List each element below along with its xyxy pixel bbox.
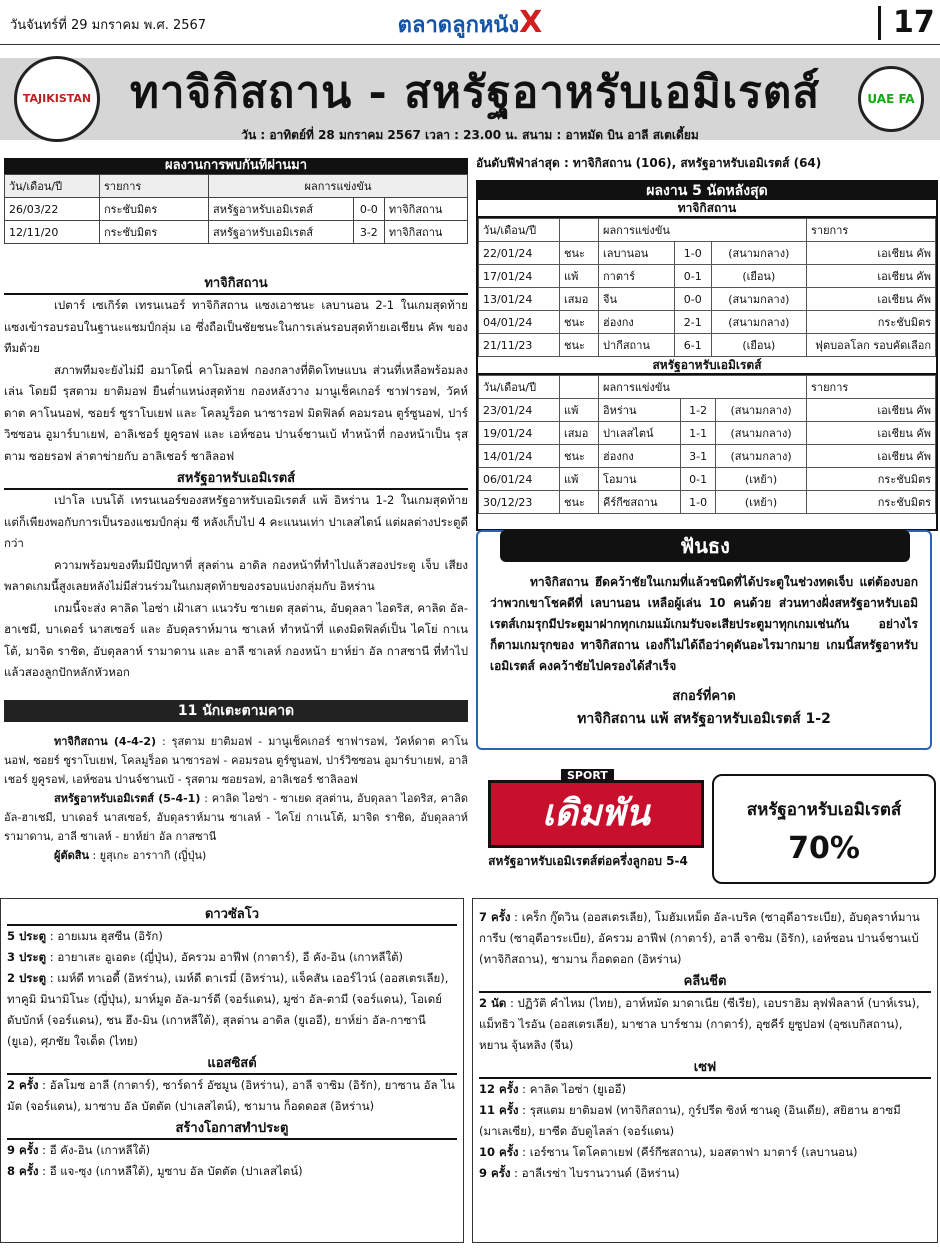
odds-note: สหรัฐอาหรับเอมิเรตส์ต่อครึ่งลูกอบ 5-4 xyxy=(488,854,688,868)
cleansheet-heading: คลีนชีต xyxy=(479,970,931,993)
table-row: 13/01/24 เสมอ จีน 0-0 (สนามกลาง) เอเชียน คัพ xyxy=(479,288,936,311)
table-row: 30/12/23 ชนะ คีร์กีซสถาน 1-0 (เหย้า) กระชับมิตร xyxy=(479,491,936,514)
match-title: ทาจิกิสถาน - สหรัฐอาหรับเอมิเรตส์ xyxy=(129,67,821,118)
stat-line: 3 ประตู : อายาเสะ อูเอดะ (ญี่ปุ่น), อัครวม อาฟีฟ (กาตาร์), อี คัง-อิน (เกาหลีใต้) xyxy=(7,950,404,964)
stat-line: 12 ครั้ง : คาลิด ไอซ่า (ยูเออี) xyxy=(479,1082,627,1096)
prediction-title: ฟันธง xyxy=(500,530,910,562)
table-header: วัน/เดือน/ปี รายการ ผลการแข่งขัน xyxy=(5,175,468,198)
stat-line: 10 ครั้ง : เอร์ซาน โตโคตาเยฟ (คีร์กีซสถาน), มอสตาฟา มาตาร์ (เลบานอน) xyxy=(479,1145,858,1159)
table-row: 26/03/22 กระชับมิตร สหรัฐอาหรับเอมิเรตส์ 0-0 ทาจิกิสถาน xyxy=(5,198,468,221)
tajik-paragraph: สภาพทีมจะยังไม่มี อมาโดนี่ คาโมลอฟ กองกลางที่ติดโทษแบน ส่วนที่เหลือพร้อมลงเล่น โดยมี รุสตาม ยาติมอฟ ยืนต่ำแหน่งสุดท้าย กองหลังวาง มานูเช็คเกอร์ ซาฟารอฟ, วัคห์ดาต คาโนนอฟ, ซอยร์ ซูราโบเยฟ และ โคลมูร็อด นาซารอฟ มิดฟิลด์ คอมรอน ตูร์ซูนอฟ, ปาร์วิซซอน อูมาร์บาเยฟ, อาลิเชอร์ ยูคูรอฟ และ เอห์ซอน ปานจ์ชานเบ้ ทำหน้าที่ กองหน้าเป็น รุสตาม ซอยรอฟ ล่าตาข่ายกับ อาลิเชอร์ ชาลิลอฟ xyxy=(4,362,468,463)
stat-line: 5 ประตู : อายเมน ฮุสซีน (อิรัก) xyxy=(7,929,163,943)
table-row: 12/11/20 กระชับมิตร สหรัฐอาหรับเอมิเรตส์ 3-2 ทาจิกิสถาน xyxy=(5,221,468,244)
h2h-section xyxy=(4,158,468,244)
left-article xyxy=(4,272,468,684)
h2h-title: ผลงานการพบกันที่ผ่านมา xyxy=(4,158,468,174)
uae-paragraph: ความพร้อมของทีมมีปัญหาที่ สุลต่าน อาดิล กองหน้าที่ทำไปแล้วสองประตู เจ็บ เสียงพลาดเกมนี้สูงเลยหลังไม่มีส่วนร่วมในเกมสุดท้ายของรอบแบ่งกลุ่มกับ อิหร่าน xyxy=(4,557,468,593)
prediction-text: ทาจิกิสถาน ฮึดคว้าชัยในเกมที่แล้วชนิดที่ได้ประตูในช่วงทดเจ็บ แต่ต้องบอกว่าพวกเขาโชคดีที่ เลบานอน เหลือผู้เล่น 10 คนด้วย ส่วนทางฝั่งสหรัฐอาหรับเอมิเรตส์เกมรุกมีประตูมาฝากทุกเกมแม้เกมรับจะเสียประตูมาทุกเกมเช่นกัน อย่างไรก็ตามเกมรุกของ ทาจิกิสถาน เองก็ไม่ได้ถือว่าดุดันอะไรมากมาย เกมนี้สหรัฐอาหรับเอมิเรตส์ คงคว้าชัยไปครองได้สำเร็จ xyxy=(490,575,918,673)
lineup-tajik: ทาจิกิสถาน (4-4-2) : รุสตาม ยาติมอฟ - มานูเช็คเกอร์ ซาฟารอฟ, วัคห์ดาต คาโนนอฟ, ซอยร์ ซูราโบเยฟ, โคลมูร็อด นาซารอฟ - คอมรอน ตูร์ซูนอฟ, ปาร์วิซซอน อูมาร์บาเยฟ, อาลิเชอร์ ยูคูรอฟ, เอห์ซอน ปานจ์ชานเบ้ - รุสตาม ซอยรอฟ, อาลิเชอร์ ชาลิลอฟ xyxy=(4,735,468,786)
chances-list xyxy=(7,1140,457,1182)
newspaper-logo: ตลาดลูกหนังX xyxy=(397,5,543,40)
table-header: วัน/เดือน/ปี ผลการแข่งขัน รายการ xyxy=(479,376,936,399)
stat-line: 9 ครั้ง : อี คัง-อิน (เกาหลีใต้) xyxy=(7,1143,151,1157)
stats-left-box xyxy=(0,898,464,1243)
issue-date: วันจันทร์ที่ 29 มกราคม พ.ศ. 2567 xyxy=(10,18,207,33)
stats-right-box xyxy=(472,898,938,1243)
cleansheet-list xyxy=(479,993,931,1056)
lineup-uae: สหรัฐอาหรับเอมิเรตส์ (5-4-1) : คาลิด ไอซ่า - ซาเยด สุลต่าน, อับดุลลา ไอดริส, คาลิด อัล-ฮาเชมี, บาเดอร์ นาสเซอร์, อับดุลราห์มาน ซาเลห์ - ไคโย่ กาเนโต้, มาจิด ราชิด, อับดุลลาห์ รามาดาน, อาลี ซาเลห์ - ยาห์ย่า อัล กาสซานี xyxy=(4,792,468,843)
form-tables xyxy=(478,200,936,514)
stat-line: 7 ครั้ง : เคร็ก กู๊ดวิน (ออสเตรเลีย), โมฮัมเหม็ด อัล-เบริค (ซาอุดีอาระเบีย), อับดุลราห์มาน การีบ (ซาอุดีอาระเบีย), อัครวม อาฟีฟ (กาตาร์), อาลี จาซิม (อิรัก), เอห์ซอน ปานจ์ชานเบ้ (ทาจิกิสถาน), ชามาน ก็อดดอก (อิหร่าน) xyxy=(479,910,920,966)
h2h-table xyxy=(4,174,468,244)
stat-line: 8 ครั้ง : อี แจ-ซุง (เกาหลีใต้), มูซาบ อัล บัตตัต (ปาเลสไตน์) xyxy=(7,1164,303,1178)
bet-pick-percent: 70% xyxy=(788,831,860,866)
saves-list xyxy=(479,1079,931,1184)
page-number: 17 xyxy=(878,6,935,40)
table-row: 06/01/24 แพ้ โอมาน 0-1 (เหย้า) กระชับมิตร xyxy=(479,468,936,491)
saves-heading: เซฟ xyxy=(479,1056,931,1079)
tajik-heading: ทาจิกิสถาน xyxy=(4,272,468,295)
lineup-section xyxy=(4,732,468,865)
form-box xyxy=(476,180,938,531)
fifa-ranking: อันดับฟีฟ่าล่าสุด : ทาจิกิสถาน (106), สหรัฐอาหรับเอมิเรตส์ (64) xyxy=(476,156,822,170)
predicted-score-label: สกอร์ที่คาด xyxy=(672,689,736,704)
form-table xyxy=(478,218,936,357)
lineup-title: 11 นักเตะตามคาด xyxy=(4,700,468,722)
assists-heading: แอสซิสต์ xyxy=(7,1052,457,1075)
match-info: วัน : อาทิตย์ที่ 28 มกราคม 2567 เวลา : 23.00 น. สนาม : อาหมัด บิน อาลี สเตเดี้ยม xyxy=(241,128,699,142)
predicted-score: ทาจิกิสถาน แพ้ สหรัฐอาหรับเอมิเรตส์ 1-2 xyxy=(577,711,831,727)
scorers-heading: ดาวซัลโว xyxy=(7,903,457,926)
referee: ผู้ตัดสิน : ยูสุเกะ อาราากิ (ญี่ปุ่น) xyxy=(54,849,207,862)
stat-line: 9 ครั้ง : อาลีเรซ่า ไบรานวานด์ (อิหร่าน) xyxy=(479,1166,680,1180)
table-row: 17/01/24 แพ้ กาตาร์ 0-1 (เยือน) เอเชียน คัพ xyxy=(479,265,936,288)
stat-line: 2 ครั้ง : อัลโมซ อาลี (กาตาร์), ซาร์ดาร์ อัซมูน (อิหร่าน), อาลี จาซิม (อิรัก), ยาซาน อัล ไนมัต (จอร์แดน), มาซาบ อัล บัตตัต (ปาเลสไตน์), ชามาน ก็อดดอส (อิหร่าน) xyxy=(7,1078,455,1113)
uae-paragraph: เปาโล เบนโต้ เทรนเนอร์ของสหรัฐอาหรับเอมิเรตส์ แพ้ อิหร่าน 1-2 ในเกมสุดท้าย แต่ก็เพียงพอกับการเป็นรองแชมป์กลุ่ม ซี หลังเก็บไป 4 คะแนนเท่า ปาเลสไตน์ แต่ผลต่างประตูดีกว่า xyxy=(4,493,468,550)
table-row: 19/01/24 เสมอ ปาเลสไตน์ 1-1 (สนามกลาง) เอเชียน คัพ xyxy=(479,422,936,445)
bet-pick-team: สหรัฐอาหรับเอมิเรตส์ xyxy=(746,800,902,820)
table-row: 21/11/23 ชนะ ปากีสถาน 6-1 (เยือน) ฟุตบอลโลก รอบคัดเลือก xyxy=(479,334,936,357)
uae-emblem-icon: UAE FA xyxy=(858,66,924,132)
stat-line: 2 ประตู : เมห์ดี ทาเอดี้ (อิหร่าน), เมห์ดี ตาเรมี่ (อิหร่าน), แจ็คสัน เออร์ไวน์ (ออสเตรเลีย), ทาคูมิ มินามิโนะ (ญี่ปุ่น), มาห์มูด อัล-มาร์ดี (จอร์แดน), มูซ่า อัล-ตามี (จอร์แดน), โอเดย์ ดับบักห์ (จอร์แดน), ชน ฮึง-มิน (เกาหลีใต้), สุลต่าน อาดิล (ยูเออี), ยาห์ย่า อัล-กาซานี (ยูเอ), ศุภชัย ใจเด็ด (ไทย) xyxy=(7,971,449,1048)
table-header: วัน/เดือน/ปี ผลการแข่งขัน รายการ xyxy=(479,219,936,242)
form-team-heading: ทาจิกิสถาน xyxy=(478,200,936,218)
form-table xyxy=(478,375,936,514)
table-row: 14/01/24 ชนะ ฮ่องกง 3-1 (สนามกลาง) เอเชียน คัพ xyxy=(479,445,936,468)
bet-pick-box xyxy=(712,774,936,884)
scorers-list xyxy=(7,926,457,1052)
chances-list-cont xyxy=(479,907,931,970)
uae-heading: สหรัฐอาหรับเอมิเรตส์ xyxy=(4,467,468,490)
table-row: 23/01/24 แพ้ อิหร่าน 1-2 (สนามกลาง) เอเชียน คัพ xyxy=(479,399,936,422)
stat-line: 11 ครั้ง : รุสแตม ยาติมอฟ (ทาจิกิสถาน), กูร์ปรีต ซิงห์ ซานดู (อินเดีย), สยิฮาน ฮาซมี (มาเลเซีย), ยาซีด อับดูไลล่า (จอร์แดน) xyxy=(479,1103,901,1138)
table-row: 22/01/24 ชนะ เลบานอน 1-0 (สนามกลาง) เอเชียน คัพ xyxy=(479,242,936,265)
table-row: 04/01/24 ชนะ ฮ่องกง 2-1 (สนามกลาง) กระชับมิตร xyxy=(479,311,936,334)
sport-betting-logo: SPORT เดิมพัน xyxy=(488,780,704,848)
assists-list xyxy=(7,1075,457,1117)
form-title: ผลงาน 5 นัดหลังสุด xyxy=(478,182,936,200)
form-team-heading: สหรัฐอาหรับเอมิเรตส์ xyxy=(478,357,936,375)
header-divider xyxy=(0,44,940,45)
chances-heading: สร้างโอกาสทำประตู xyxy=(7,1117,457,1140)
uae-paragraph: เกมนี้จะส่ง คาลิด ไอซ่า เฝ้าเสา แนวรับ ซาเยด สุลต่าน, อับดุลลา ไอดริส, คาลิด อัล-ฮาเชมี, บาเดอร์ นาสเซอร์ และ อับดุลราห์มาน ซาเลห์ ทำหน้าที่ แดงมิดฟิลด์เป็น ไคโย่ กาเนโต้, มาจิด ราชิด, อับดุลลาห์ รามาดาน และ อาลี ซาเลห์ กองหน้า ยาห์ย่า อัล กาสซานี ที่ทำไปแล้วสองลูกปักหลักหัวหอก xyxy=(4,600,468,679)
tajik-paragraph: เปตาร์ เซเกิร์ต เทรนเนอร์ ทาจิกิสถาน แซงเอาชนะ เลบานอน 2-1 ในเกมสุดท้าย แซงเข้ารอบรอบในฐานะแชมป์กลุ่ม เอ ซึ่งถือเป็นชัยชนะในการเล่นรอบสุดท้ายเอเชียน คัพ ของทีมด้วย xyxy=(4,298,468,355)
tajikistan-emblem-icon: TAJIKISTAN xyxy=(14,56,100,142)
stat-line: 2 นัด : ปฏิวัติ คำไหม (ไทย), อาห์หมัด มาดาเนีย (ซีเรีย), เอบราฮิม ลุฟฟ์ลลาห์ (บาห์เรน), แม็ทธิว ไรอัน (ออสเตรเลีย), มาชาล บาร์ชาม (กาตาร์), อุซคีร์ ยูซูปอฟ (อุซเบกิสถาน), หยาน จุ้นหลิง (จีน) xyxy=(479,996,920,1052)
